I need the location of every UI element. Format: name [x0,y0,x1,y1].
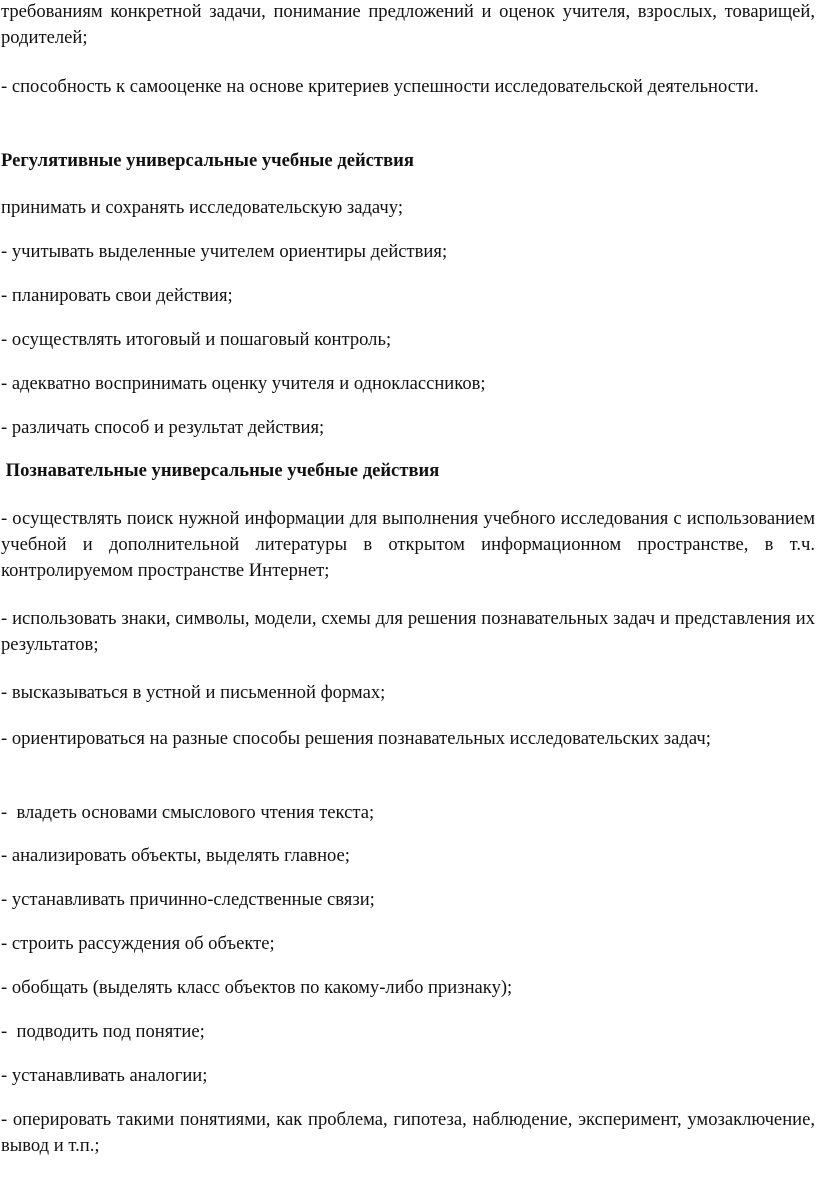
cognitive-item: - устанавливать причинно-следственные связи; [1,889,375,910]
regulatory-item: - осуществлять итоговый и пошаговый контроль; [1,329,392,350]
regulatory-item: - учитывать выделенные учителем ориентиры действия; [1,241,448,262]
regulatory-item: - планировать свои действия; [1,285,233,306]
intro-line-2: - способность к самооценке на основе критериев успешности исследовательской деятельности. [1,76,759,97]
regulatory-item: - адекватно воспринимать оценку учителя и одноклассников; [1,373,486,394]
cognitive-item: - осуществлять поиск нужной информации для выполнения учебного исследования с использованием учебной и дополнительной литературы в открытом информационном пространстве, в т.ч. контролируемом пространстве Интернет; [1,508,815,581]
cognitive-item: - устанавливать аналогии; [1,1065,208,1086]
cognitive-item: - оперировать такими понятиями, как проблема, гипотеза, наблюдение, эксперимент, умозаключение, вывод и т.п.; [1,1109,815,1156]
regulatory-item: - различать способ и результат действия; [1,417,325,438]
intro-line-1: требованиям конкретной задачи, понимание предложений и оценок учителя, взрослых, товарищей, родителей; [1,1,815,48]
cognitive-item: - строить рассуждения об объекте; [1,933,275,954]
cognitive-item: - обобщать (выделять класс объектов по какому-либо признаку); [1,977,513,998]
cognitive-item: - владеть основами смыслового чтения текста; [1,802,375,823]
cognitive-item: - подводить под понятие; [1,1021,205,1042]
cognitive-item: - использовать знаки, символы, модели, схемы для решения познавательных задач и представления их результатов; [1,608,815,655]
regulatory-item: принимать и сохранять исследовательскую задачу; [1,197,403,218]
regulatory-heading: Регулятивные универсальные учебные действия [1,150,414,171]
cognitive-item: - ориентироваться на разные способы решения познавательных исследовательских задач; [1,728,711,749]
cognitive-heading: Познавательные универсальные учебные действия [1,460,440,481]
cognitive-item: - анализировать объекты, выделять главное; [1,845,350,866]
cognitive-item: - высказываться в устной и письменной формах; [1,682,386,703]
